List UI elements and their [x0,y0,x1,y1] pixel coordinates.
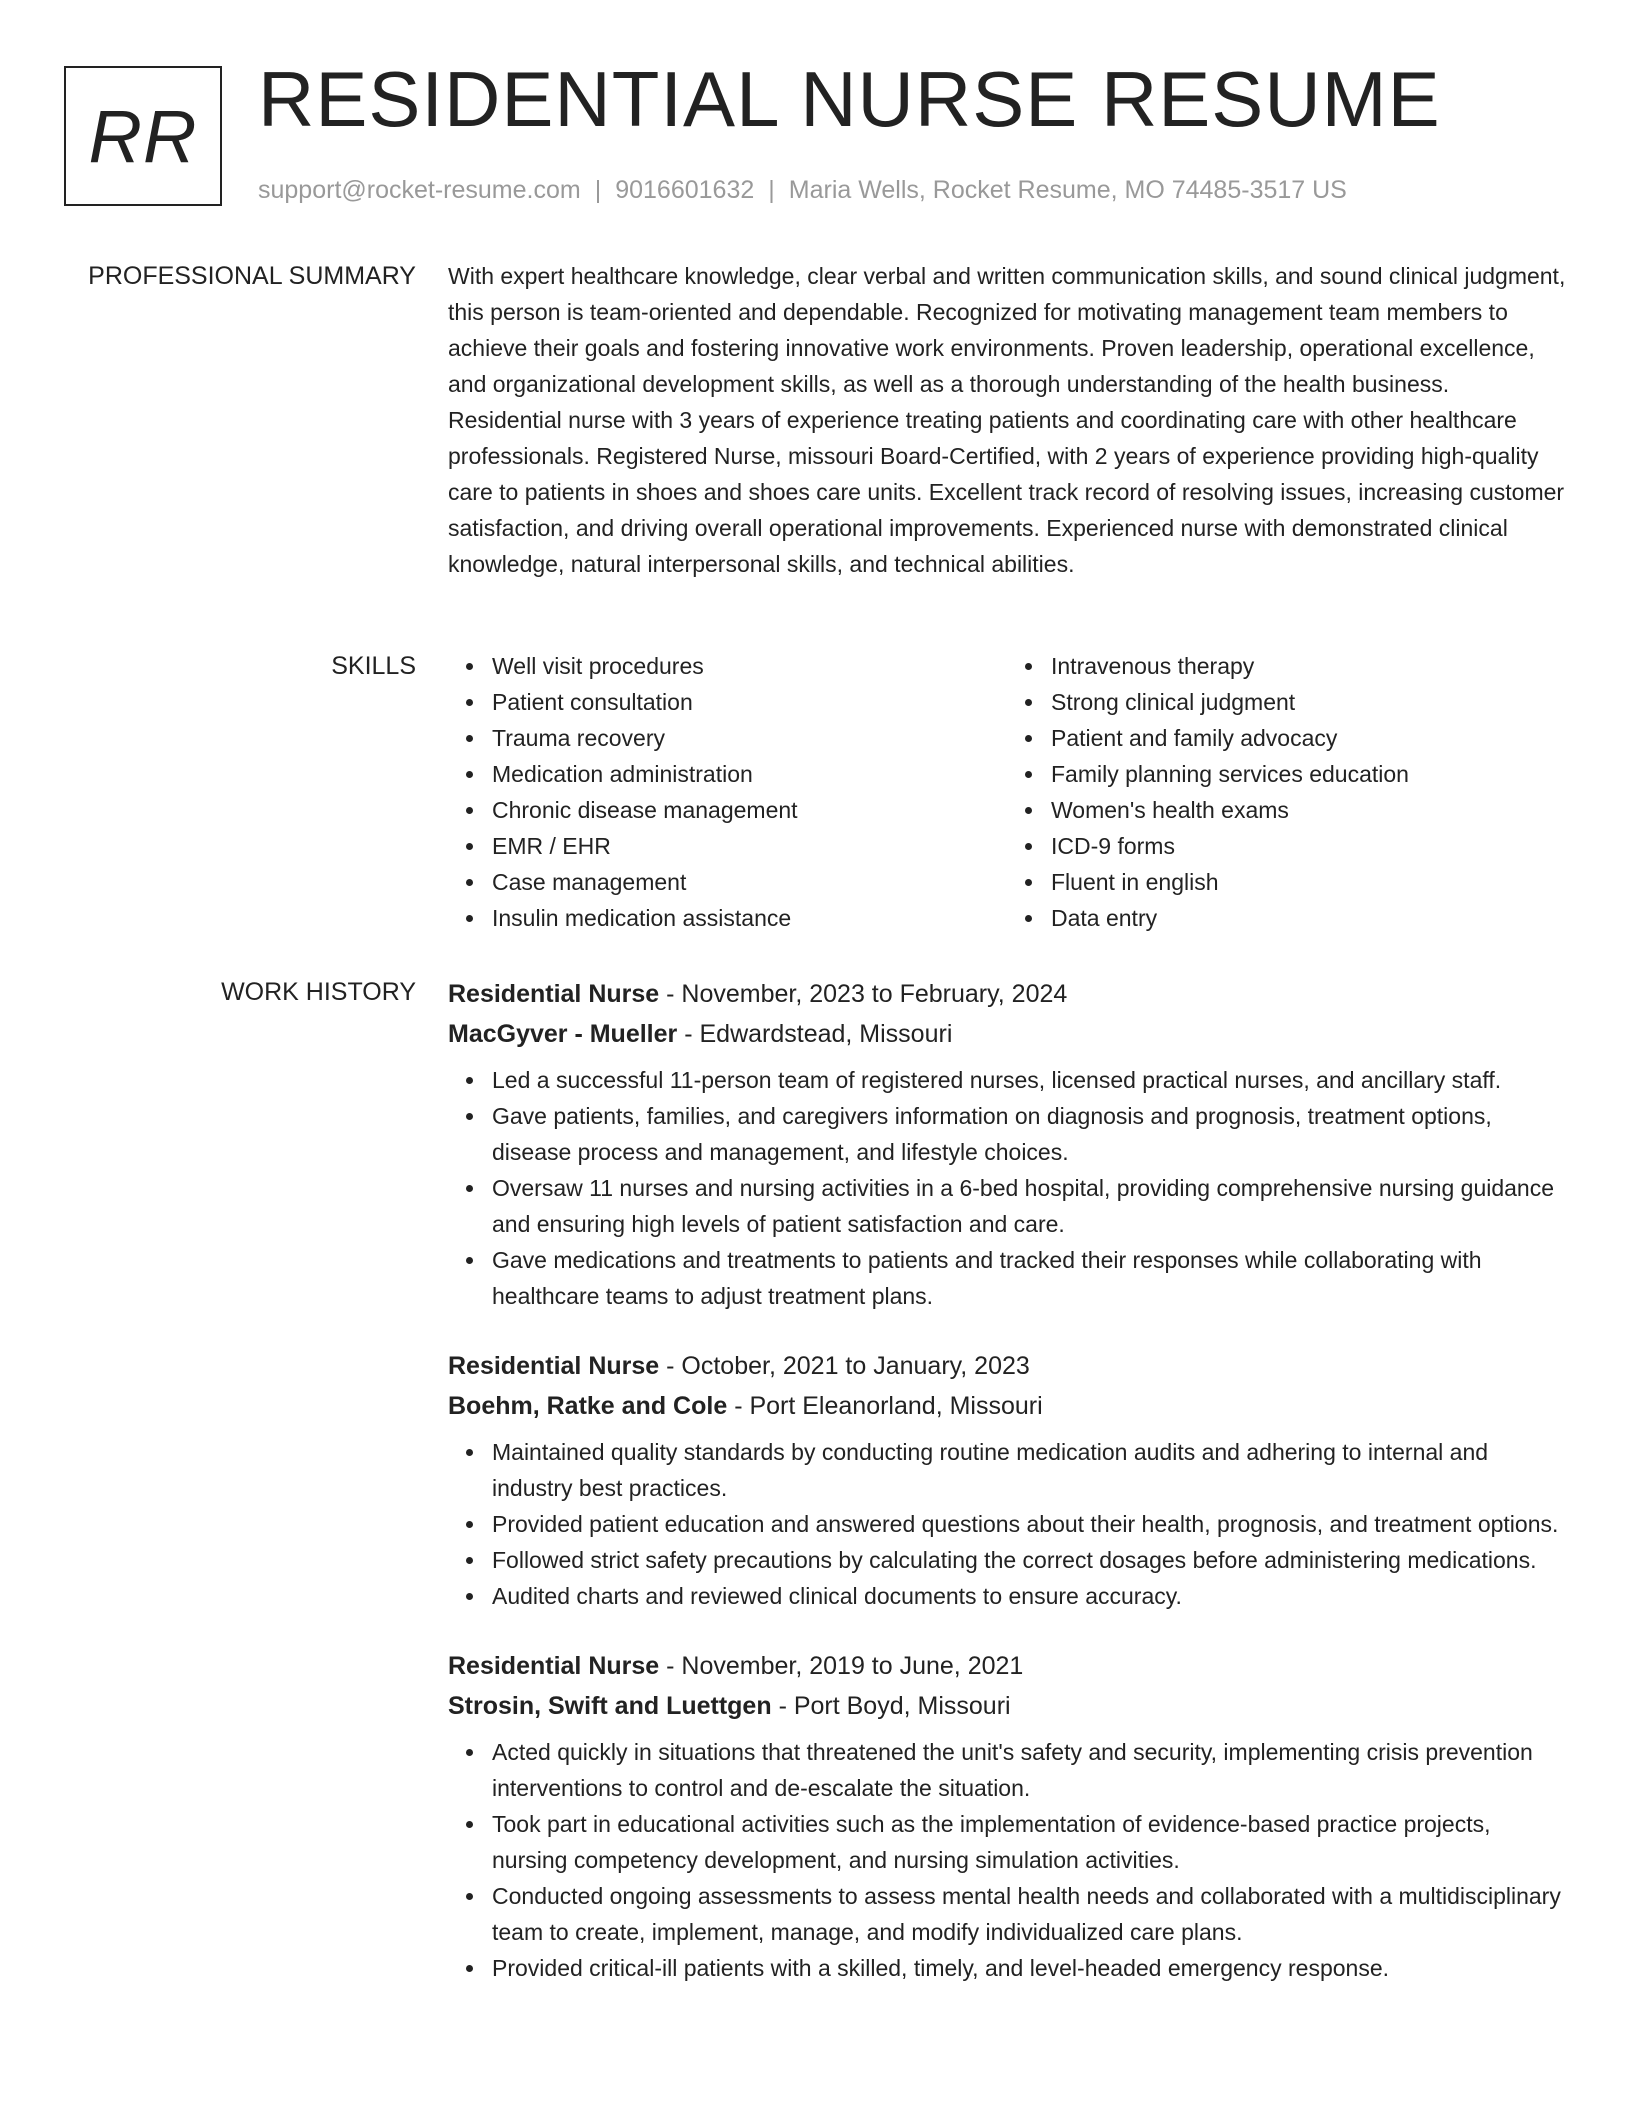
job-bullet: Took part in educational activities such as the implementation of evidence-based practice projects, nursing competency development, and nursing simulation activities. [492,1806,1566,1878]
monogram-initials: RR [88,94,198,178]
skill-item: Fluent in english [1051,864,1566,900]
skill-item: Women's health exams [1051,792,1566,828]
job-bullet: Acted quickly in situations that threatened the unit's safety and security, implementing crisis prevention interventions to control and de-escalate the situation. [492,1734,1566,1806]
job-title-line [448,974,1566,1014]
work-history-content [448,974,1566,2018]
skill-item: Data entry [1051,900,1566,936]
job-bullet: Led a successful 11-person team of registered nurses, licensed practical nurses, and ancillary staff. [492,1062,1566,1098]
job-employer: Boehm, Ratke and Cole [448,1392,728,1420]
job-title: Residential Nurse [448,1352,660,1380]
job-entry [448,974,1566,1314]
job-location: - Port Eleanorland, Missouri [734,1392,1043,1420]
job-entry [448,1346,1566,1614]
job-bullet: Maintained quality standards by conducting routine medication audits and adhering to internal and industry best practices. [492,1434,1566,1506]
skill-item: EMR / EHR [492,828,1007,864]
job-bullets [448,1734,1566,1986]
summary-content [448,258,1566,582]
job-dates: - November, 2023 to February, 2024 [666,980,1068,1008]
job-bullet: Provided patient education and answered questions about their health, prognosis, and treatment options. [492,1506,1566,1542]
job-title-line [448,1646,1566,1686]
skill-item: Insulin medication assistance [492,900,1007,936]
job-bullet: Provided critical-ill patients with a skilled, timely, and level-headed emergency response. [492,1950,1566,1986]
skill-item: Family planning services education [1051,756,1566,792]
skill-item: ICD-9 forms [1051,828,1566,864]
job-bullet: Conducted ongoing assessments to assess mental health needs and collaborated with a multidisciplinary team to create, implement, manage, and modify individualized care plans. [492,1878,1566,1950]
section-label-summary: PROFESSIONAL SUMMARY [88,262,416,290]
job-location: - Edwardstead, Missouri [684,1020,953,1048]
job-employer-line [448,1686,1566,1726]
monogram-logo [64,66,222,206]
contact-address: Maria Wells, Rocket Resume, MO 74485-3517 US [788,176,1347,204]
skills-grid [448,648,1566,936]
job-bullet: Audited charts and reviewed clinical documents to ensure accuracy. [492,1578,1566,1614]
job-employer: MacGyver - Mueller [448,1020,678,1048]
skills-list-right [1007,648,1566,936]
job-bullets [448,1062,1566,1314]
job-location: - Port Boyd, Missouri [778,1692,1011,1720]
skill-item: Patient consultation [492,684,1007,720]
skill-item: Medication administration [492,756,1007,792]
job-bullet: Oversaw 11 nurses and nursing activities in a 6-bed hospital, providing comprehensive nursing guidance and ensuring high levels of patient satisfaction and care. [492,1170,1566,1242]
summary-text: With expert healthcare knowledge, clear verbal and written communication skills, and sound clinical judgment, this person is team-oriented and dependable. Recognized for motivating management team members to achieve their goals and fostering innovative work environments. Proven leadership, operational excellence, and organizational development skills, as well as a thorough understanding of the health business. Residential nurse with 3 years of experience treating patients and coordinating care with other healthcare professionals. Registered Nurse, missouri Board-Certified, with 2 years of experience providing high-quality care to patients in shoes and shoes care units. Excellent track record of resolving issues, increasing customer satisfaction, and driving overall operational improvements. Experienced nurse with demonstrated clinical knowledge, natural interpersonal skills, and technical abilities. [448,263,1566,577]
job-bullet: Followed strict safety precautions by calculating the correct dosages before administering medications. [492,1542,1566,1578]
job-title: Residential Nurse [448,1652,660,1680]
job-dates: - October, 2021 to January, 2023 [666,1352,1030,1380]
skill-item: Chronic disease management [492,792,1007,828]
skills-content [448,648,1566,936]
contact-separator: | [594,176,602,204]
section-label-skills: SKILLS [331,652,416,680]
skill-item: Case management [492,864,1007,900]
skill-item: Intravenous therapy [1051,648,1566,684]
skill-item: Well visit procedures [492,648,1007,684]
job-employer: Strosin, Swift and Luettgen [448,1692,772,1720]
contact-line [258,176,1347,205]
contact-separator: | [768,176,775,204]
section-label-work-history: WORK HISTORY [221,978,416,1006]
job-title-line [448,1346,1566,1386]
job-entry [448,1646,1566,1986]
skill-item: Patient and family advocacy [1051,720,1566,756]
job-bullets [448,1434,1566,1614]
job-bullet: Gave patients, families, and caregivers information on diagnosis and prognosis, treatment options, disease process and management, and lifestyle choices. [492,1098,1566,1170]
job-title: Residential Nurse [448,980,660,1008]
skill-item: Strong clinical judgment [1051,684,1566,720]
contact-phone: 9016601632 [615,176,755,204]
job-dates: - November, 2019 to June, 2021 [666,1652,1024,1680]
skills-list-left [448,648,1007,936]
job-employer-line [448,1014,1566,1054]
contact-email: support@rocket-resume.com [258,176,581,204]
skill-item: Trauma recovery [492,720,1007,756]
page-title: RESIDENTIAL NURSE RESUME [258,55,1441,143]
job-employer-line [448,1386,1566,1426]
job-bullet: Gave medications and treatments to patients and tracked their responses while collaborating with healthcare teams to adjust treatment plans. [492,1242,1566,1314]
